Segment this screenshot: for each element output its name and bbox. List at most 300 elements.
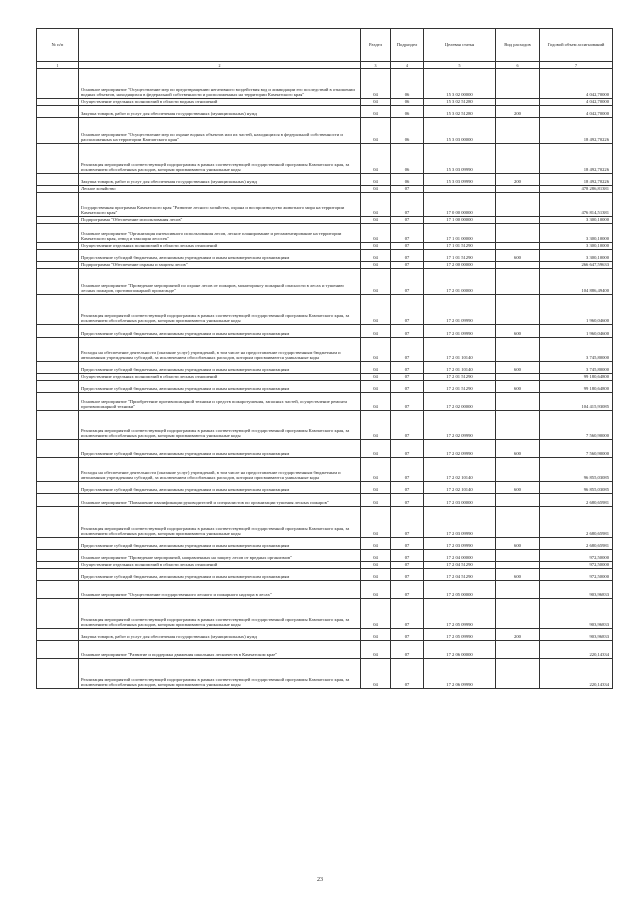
cell-razdel: 04: [361, 629, 391, 641]
cell-statya: 15 3 03 09990: [424, 144, 496, 174]
table-row: [37, 217, 613, 224]
cell-podrazdel: 07: [391, 440, 424, 458]
cell-razdel: 04: [361, 507, 391, 538]
cell-vid: [496, 374, 540, 381]
table-row: [37, 507, 613, 538]
cell-razdel: 04: [361, 411, 391, 440]
cell-vid: 600: [496, 250, 540, 262]
cell-razdel: 04: [361, 599, 391, 629]
cell-vid: [496, 217, 540, 224]
cell-num: [37, 562, 79, 569]
cell-razdel: 04: [361, 550, 391, 562]
table-row: [37, 295, 613, 325]
cell-podrazdel: 07: [391, 362, 424, 374]
cell-vid: 200: [496, 629, 540, 641]
cell-statya: 15 3 03 09990: [424, 174, 496, 186]
cell-name: Расходы на обеспечение деятельности (оказание услуг) учреждений, в том числе на предоставление государственным бюджетным и автономным учреждениям субсидий, за исключением обособленных расходов, которым присваиваются уникальные коды: [79, 338, 361, 362]
cell-podrazdel: 07: [391, 224, 424, 243]
cell-statya: 15 3 02 51280: [424, 106, 496, 118]
table-row: [37, 374, 613, 381]
table-row: [37, 144, 613, 174]
cell-podrazdel: 06: [391, 69, 424, 99]
cell-amount: 96 855,03085: [540, 458, 613, 482]
cell-razdel: 04: [361, 174, 391, 186]
cell-amount: 903,96833: [540, 629, 613, 641]
cell-statya: 17 2 04 00000: [424, 550, 496, 562]
cell-vid: 600: [496, 362, 540, 374]
cell-amount: 99 180,64800: [540, 381, 613, 393]
cell-name: Основное мероприятие "Развитие и поддержка движения школьных лесничеств в Камчатском крае": [79, 641, 361, 659]
cell-vid: [496, 411, 540, 440]
cell-name: Закупка товаров, работ и услуг для обеспечения государственных (муниципальных) нужд: [79, 174, 361, 186]
cell-statya: 17 2 03 09990: [424, 507, 496, 538]
cell-num: [37, 440, 79, 458]
cell-name: Предоставление субсидий бюджетным, автономным учреждениям и иным некоммерческим организациям: [79, 482, 361, 494]
cell-statya: 17 2 06 09990: [424, 659, 496, 689]
cell-name: Предоставление субсидий бюджетным, автономным учреждениям и иным некоммерческим организациям: [79, 250, 361, 262]
cell-name: Основное мероприятие "Проведение мероприятий по охране лесов от пожаров, мониторингу пожарной опасности в лесах и тушению лесных пожаров, противопожарной пропаганде": [79, 269, 361, 295]
cell-amount: 18 492,70226: [540, 118, 613, 144]
cell-amount: 478 286,81381: [540, 186, 613, 193]
table-row: [37, 641, 613, 659]
cell-vid: 600: [496, 325, 540, 338]
cell-razdel: 04: [361, 338, 391, 362]
cell-statya: 17 2 05 00000: [424, 581, 496, 599]
cell-num: [37, 118, 79, 144]
table-row: [37, 629, 613, 641]
col-number: 2: [79, 62, 361, 69]
table-row: [37, 224, 613, 243]
header-razdel: Раздел: [361, 29, 391, 62]
cell-num: [37, 374, 79, 381]
cell-vid: 600: [496, 538, 540, 550]
cell-razdel: 04: [361, 69, 391, 99]
cell-name: Лесное хозяйство: [79, 186, 361, 193]
cell-podrazdel: 07: [391, 659, 424, 689]
table-header-row: [37, 29, 613, 62]
cell-razdel: 04: [361, 362, 391, 374]
cell-podrazdel: 07: [391, 295, 424, 325]
cell-statya: 17 2 05 09990: [424, 629, 496, 641]
cell-razdel: 04: [361, 144, 391, 174]
cell-statya: 17 2 01 51290: [424, 381, 496, 393]
cell-statya: 17 2 04 51290: [424, 569, 496, 581]
cell-name: Осуществление отдельных полномочий в области лесных отношений: [79, 374, 361, 381]
cell-amount: 3 300,10000: [540, 243, 613, 250]
cell-name: Предоставление субсидий бюджетным, автономным учреждениям и иным некоммерческим организациям: [79, 569, 361, 581]
cell-statya: 17 2 02 09990: [424, 411, 496, 440]
cell-razdel: 04: [361, 440, 391, 458]
cell-amount: 972,50000: [540, 569, 613, 581]
cell-vid: 600: [496, 482, 540, 494]
cell-num: [37, 99, 79, 106]
cell-name: Закупка товаров, работ и услуг для обеспечения государственных (муниципальных) нужд: [79, 629, 361, 641]
cell-amount: 104 886,49400: [540, 269, 613, 295]
cell-num: [37, 538, 79, 550]
cell-vid: [496, 69, 540, 99]
cell-num: [37, 295, 79, 325]
cell-name: Основное мероприятие "Проведение мероприятий, направленных на защиту лесов от вредных организмов": [79, 550, 361, 562]
header-num: № п/п: [37, 29, 79, 62]
cell-name: Закупка товаров, работ и услуг для обеспечения государственных (муниципальных) нужд: [79, 106, 361, 118]
cell-razdel: 04: [361, 193, 391, 217]
cell-num: [37, 494, 79, 507]
table-row: [37, 538, 613, 550]
col-number: 7: [540, 62, 613, 69]
cell-num: [37, 381, 79, 393]
cell-name: Реализация мероприятий соответствующей подпрограммы в рамках соответствующей государственной программы Камчатского края, за исключением обособленных расходов, которым присваиваются уникальные коды: [79, 144, 361, 174]
cell-razdel: 04: [361, 243, 391, 250]
cell-amount: 972,50000: [540, 562, 613, 569]
cell-amount: 7 560,90000: [540, 411, 613, 440]
cell-podrazdel: 07: [391, 641, 424, 659]
cell-razdel: 04: [361, 458, 391, 482]
table-row: [37, 482, 613, 494]
cell-amount: 1 960,04600: [540, 325, 613, 338]
cell-podrazdel: 07: [391, 393, 424, 411]
cell-podrazdel: 06: [391, 174, 424, 186]
cell-podrazdel: 07: [391, 338, 424, 362]
cell-name: Предоставление субсидий бюджетным, автономным учреждениям и иным некоммерческим организациям: [79, 362, 361, 374]
table-row: [37, 458, 613, 482]
cell-amount: 220,14334: [540, 659, 613, 689]
cell-razdel: 04: [361, 250, 391, 262]
cell-amount: 4 042,70000: [540, 69, 613, 99]
table-row: [37, 440, 613, 458]
cell-amount: 96 855,03085: [540, 482, 613, 494]
cell-statya: 17 1 01 00000: [424, 224, 496, 243]
cell-num: [37, 217, 79, 224]
table-row: [37, 106, 613, 118]
table-row: [37, 494, 613, 507]
table-row: [37, 411, 613, 440]
cell-podrazdel: 07: [391, 581, 424, 599]
cell-amount: 220,14334: [540, 641, 613, 659]
cell-num: [37, 106, 79, 118]
cell-amount: 903,96833: [540, 581, 613, 599]
cell-razdel: 04: [361, 106, 391, 118]
cell-num: [37, 362, 79, 374]
cell-razdel: 04: [361, 494, 391, 507]
cell-statya: 17 2 01 51290: [424, 374, 496, 381]
cell-statya: [424, 186, 496, 193]
cell-amount: 7 560,90000: [540, 440, 613, 458]
cell-razdel: 04: [361, 224, 391, 243]
cell-podrazdel: 07: [391, 381, 424, 393]
cell-statya: 17 2 01 09990: [424, 295, 496, 325]
cell-amount: 476 814,51381: [540, 193, 613, 217]
cell-podrazdel: 07: [391, 325, 424, 338]
cell-amount: 3 300,10000: [540, 250, 613, 262]
cell-name: Подпрограмма "Обеспечение использования лесов": [79, 217, 361, 224]
cell-num: [37, 458, 79, 482]
cell-statya: 17 2 06 00000: [424, 641, 496, 659]
table-row: [37, 325, 613, 338]
cell-podrazdel: 07: [391, 186, 424, 193]
budget-table: [36, 28, 613, 689]
cell-podrazdel: 07: [391, 217, 424, 224]
cell-vid: [496, 99, 540, 106]
table-row: [37, 118, 613, 144]
cell-num: [37, 269, 79, 295]
cell-statya: 17 2 02 10140: [424, 458, 496, 482]
cell-podrazdel: 07: [391, 599, 424, 629]
cell-razdel: 04: [361, 569, 391, 581]
table-row: [37, 362, 613, 374]
cell-razdel: 04: [361, 217, 391, 224]
table-row: [37, 581, 613, 599]
cell-num: [37, 629, 79, 641]
cell-name: Реализация мероприятий соответствующей подпрограммы в рамках соответствующей государственной программы Камчатского края, за исключением обособленных расходов, которым присваиваются уникальные коды: [79, 507, 361, 538]
cell-statya: 17 2 04 51290: [424, 562, 496, 569]
cell-amount: 972,50000: [540, 550, 613, 562]
cell-num: [37, 325, 79, 338]
cell-num: [37, 250, 79, 262]
cell-name: Предоставление субсидий бюджетным, автономным учреждениям и иным некоммерческим организациям: [79, 538, 361, 550]
table-body: [37, 69, 613, 689]
cell-name: Осуществление отдельных полномочий в области лесных отношений: [79, 243, 361, 250]
cell-razdel: 04: [361, 295, 391, 325]
column-number-row: [37, 62, 613, 69]
cell-num: [37, 174, 79, 186]
table-row: [37, 69, 613, 99]
cell-num: [37, 659, 79, 689]
cell-name: Основное мероприятие "Осуществление государственного лесного и пожарного надзора в лесах": [79, 581, 361, 599]
cell-podrazdel: 07: [391, 262, 424, 269]
cell-razdel: 04: [361, 641, 391, 659]
cell-podrazdel: 07: [391, 507, 424, 538]
cell-name: Реализация мероприятий соответствующей подпрограммы в рамках соответствующей государственной программы Камчатского края, за исключением обособленных расходов, которым присваиваются уникальные коды: [79, 599, 361, 629]
cell-vid: [496, 224, 540, 243]
cell-amount: 18 492,70226: [540, 144, 613, 174]
cell-amount: 2 680,65981: [540, 538, 613, 550]
cell-podrazdel: 06: [391, 106, 424, 118]
table-row: [37, 599, 613, 629]
cell-name: Государственная программа Камчатского края "Развитие лесного хозяйства, охрана и воспроизводство животного мира на территории Камчатского края": [79, 193, 361, 217]
cell-amount: 4 042,70000: [540, 99, 613, 106]
cell-name: Основное мероприятие "Повышение квалификации руководителей и специалистов по организации тушения лесных пожаров": [79, 494, 361, 507]
header-statya: Целевая статья: [424, 29, 496, 62]
cell-podrazdel: 07: [391, 538, 424, 550]
cell-statya: 17 2 03 09990: [424, 538, 496, 550]
header-name: [79, 29, 361, 62]
cell-amount: 1 960,04600: [540, 295, 613, 325]
cell-podrazdel: 07: [391, 629, 424, 641]
cell-num: [37, 599, 79, 629]
cell-razdel: 04: [361, 186, 391, 193]
col-number: 4: [391, 62, 424, 69]
table-row: [37, 393, 613, 411]
col-number: 1: [37, 62, 79, 69]
table-row: [37, 562, 613, 569]
cell-num: [37, 262, 79, 269]
cell-num: [37, 482, 79, 494]
cell-vid: [496, 144, 540, 174]
cell-razdel: 04: [361, 381, 391, 393]
cell-statya: 15 3 02 00000: [424, 69, 496, 99]
cell-vid: [496, 118, 540, 144]
cell-statya: 17 2 01 10140: [424, 338, 496, 362]
cell-name: Подпрограмма "Обеспечение охраны и защиты лесов": [79, 262, 361, 269]
table-row: [37, 338, 613, 362]
header-podrazdel: Подраздел: [391, 29, 424, 62]
cell-podrazdel: 06: [391, 144, 424, 174]
cell-name: Предоставление субсидий бюджетным, автономным учреждениям и иным некоммерческим организациям: [79, 381, 361, 393]
cell-podrazdel: 07: [391, 562, 424, 569]
cell-name: Основное мероприятие "Осуществление мер по охране водных объектов или их частей, находящихся в федеральной собственности и расположенных на территории Камчатского края": [79, 118, 361, 144]
cell-statya: 15 3 03 00000: [424, 118, 496, 144]
cell-podrazdel: 07: [391, 458, 424, 482]
cell-statya: 17 2 00 00000: [424, 262, 496, 269]
cell-razdel: 04: [361, 374, 391, 381]
cell-podrazdel: 07: [391, 193, 424, 217]
cell-statya: 17 0 00 00000: [424, 193, 496, 217]
cell-amount: 104 415,93085: [540, 393, 613, 411]
cell-vid: [496, 295, 540, 325]
cell-razdel: 04: [361, 482, 391, 494]
cell-num: [37, 144, 79, 174]
cell-vid: 600: [496, 569, 540, 581]
cell-vid: [496, 393, 540, 411]
header-amount: Годовой объем ассигнований: [540, 29, 613, 62]
cell-vid: [496, 641, 540, 659]
cell-statya: 17 2 01 09990: [424, 325, 496, 338]
cell-vid: [496, 338, 540, 362]
col-number: 6: [496, 62, 540, 69]
cell-razdel: 04: [361, 581, 391, 599]
table-row: [37, 269, 613, 295]
header-vid: Вид расходов: [496, 29, 540, 62]
cell-podrazdel: 07: [391, 269, 424, 295]
cell-num: [37, 393, 79, 411]
cell-statya: 17 1 01 51290: [424, 250, 496, 262]
table-row: [37, 174, 613, 186]
table-row: [37, 186, 613, 193]
cell-podrazdel: 07: [391, 494, 424, 507]
cell-vid: [496, 494, 540, 507]
cell-num: [37, 550, 79, 562]
cell-num: [37, 243, 79, 250]
cell-vid: [496, 262, 540, 269]
cell-amount: 2 680,65981: [540, 507, 613, 538]
budget-document-page: [36, 28, 612, 689]
cell-amount: 3 300,10000: [540, 217, 613, 224]
cell-razdel: 04: [361, 538, 391, 550]
cell-amount: 3 745,80000: [540, 338, 613, 362]
cell-razdel: 04: [361, 562, 391, 569]
cell-vid: [496, 507, 540, 538]
page-number: 23: [317, 877, 323, 883]
cell-statya: 17 2 05 09990: [424, 599, 496, 629]
col-number: 5: [424, 62, 496, 69]
table-row: [37, 659, 613, 689]
cell-num: [37, 193, 79, 217]
cell-razdel: 04: [361, 659, 391, 689]
cell-razdel: 04: [361, 262, 391, 269]
cell-vid: [496, 193, 540, 217]
cell-statya: 17 2 02 00000: [424, 393, 496, 411]
cell-vid: [496, 186, 540, 193]
table-row: [37, 250, 613, 262]
cell-podrazdel: 07: [391, 411, 424, 440]
table-row: [37, 243, 613, 250]
cell-amount: 3 745,80000: [540, 362, 613, 374]
cell-amount: 2 680,65981: [540, 494, 613, 507]
cell-statya: 17 1 00 00000: [424, 217, 496, 224]
cell-num: [37, 507, 79, 538]
cell-amount: 99 180,64800: [540, 374, 613, 381]
cell-num: [37, 338, 79, 362]
cell-vid: 200: [496, 106, 540, 118]
cell-podrazdel: 07: [391, 374, 424, 381]
cell-name: Реализация мероприятий соответствующей подпрограммы в рамках соответствующей государственной программы Камчатского края, за исключением обособленных расходов, которым присваиваются уникальные коды: [79, 411, 361, 440]
cell-vid: [496, 581, 540, 599]
cell-num: [37, 186, 79, 193]
cell-podrazdel: 07: [391, 482, 424, 494]
cell-num: [37, 69, 79, 99]
cell-statya: 17 2 02 09990: [424, 440, 496, 458]
table-row: [37, 193, 613, 217]
cell-name: Основное мероприятие "Осуществление мер по предотвращению негативного воздействия вод и ликвидации его последствий в отношении водных объектов, находящихся в федеральной собственности и расположенных на территории Камчатского края": [79, 69, 361, 99]
cell-num: [37, 411, 79, 440]
cell-amount: 3 300,10000: [540, 224, 613, 243]
cell-vid: 600: [496, 440, 540, 458]
cell-num: [37, 581, 79, 599]
cell-name: Осуществление отдельных полномочий в области лесных отношений: [79, 562, 361, 569]
table-row: [37, 381, 613, 393]
cell-statya: 17 1 01 51290: [424, 243, 496, 250]
cell-vid: [496, 243, 540, 250]
cell-statya: 15 3 02 51280: [424, 99, 496, 106]
cell-razdel: 04: [361, 393, 391, 411]
cell-amount: 266 647,59633: [540, 262, 613, 269]
cell-podrazdel: 06: [391, 99, 424, 106]
cell-vid: [496, 562, 540, 569]
cell-statya: 17 2 02 10140: [424, 482, 496, 494]
col-number: 3: [361, 62, 391, 69]
cell-podrazdel: 07: [391, 569, 424, 581]
cell-razdel: 04: [361, 118, 391, 144]
cell-name: Основное мероприятие "Организация интенсивного использования лесов, лесное планирование и регламентирование на территории Камчатского края, отвод и таксация лесосек": [79, 224, 361, 243]
cell-num: [37, 224, 79, 243]
table-row: [37, 569, 613, 581]
cell-name: Основное мероприятие "Приобретение противопожарной техники и средств пожаротушения, запасных частей, осуществление ремонта противопожарной техники": [79, 393, 361, 411]
cell-razdel: 04: [361, 99, 391, 106]
table-row: [37, 550, 613, 562]
cell-podrazdel: 07: [391, 250, 424, 262]
cell-podrazdel: 06: [391, 118, 424, 144]
cell-name: Расходы на обеспечение деятельности (оказание услуг) учреждений, в том числе на предоставление государственным бюджетным и автономным учреждениям субсидий, за исключением обособленных расходов, которым присваиваются уникальные коды: [79, 458, 361, 482]
cell-statya: 17 2 01 00000: [424, 269, 496, 295]
cell-razdel: 04: [361, 325, 391, 338]
cell-name: Осуществление отдельных полномочий в области водных отношений: [79, 99, 361, 106]
cell-name: Реализация мероприятий соответствующей подпрограммы в рамках соответствующей государственной программы Камчатского края, за исключением обособленных расходов, которым присваиваются уникальные коды: [79, 659, 361, 689]
cell-statya: 17 2 03 00000: [424, 494, 496, 507]
cell-vid: [496, 659, 540, 689]
cell-vid: 600: [496, 381, 540, 393]
cell-vid: [496, 458, 540, 482]
cell-num: [37, 641, 79, 659]
cell-vid: [496, 550, 540, 562]
cell-vid: [496, 269, 540, 295]
cell-name: Предоставление субсидий бюджетным, автономным учреждениям и иным некоммерческим организациям: [79, 325, 361, 338]
table-row: [37, 99, 613, 106]
cell-razdel: 04: [361, 269, 391, 295]
cell-name: Предоставление субсидий бюджетным, автономным учреждениям и иным некоммерческим организациям: [79, 440, 361, 458]
cell-vid: [496, 599, 540, 629]
cell-amount: 18 492,70226: [540, 174, 613, 186]
cell-name: Реализация мероприятий соответствующей подпрограммы в рамках соответствующей государственной программы Камчатского края, за исключением обособленных расходов, которым присваиваются уникальные коды: [79, 295, 361, 325]
